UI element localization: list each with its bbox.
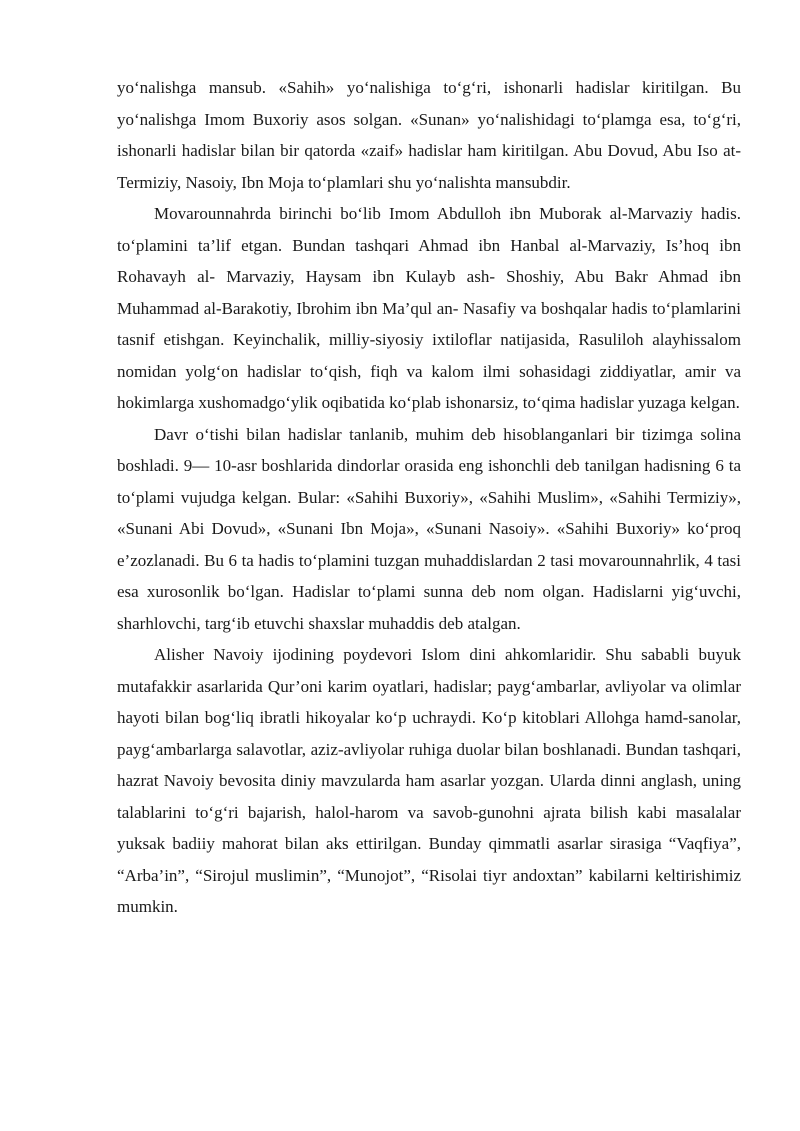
paragraph-4: Alisher Navoiy ijodining poydevori Islom dini ahkomlaridir. Shu sababli buyuk mutafakkir asarlarida Qur’oni karim oyatlari, hadislar; payg‘ambarlar, avliyolar va olimlar hayoti bilan bog‘liq ibratli hikoyalar ko‘p uchraydi. Ko‘p kitoblari Allohga hamd-sanolar, payg‘ambarlarga salavotlar, aziz-avliyolar ruhiga duolar bilan boshlanadi. Bundan tashqari, hazrat Navoiy bevosita diniy mavzularda ham asarlar yozgan. Ularda dinni anglash, uning talablarini to‘g‘ri bajarish, halol-harom va savob-gunohni ajrata bilish kabi masalalar yuksak badiiy mahorat bilan aks ettirilgan. Bunday qimmatli asarlar sirasiga “Vaqfiya”, “Arba’in”, “Sirojul muslimin”, “Munojot”, “Risolai tiyr andoxtan” kabilarni keltirishimiz mumkin. — [117, 645, 741, 916]
paragraph-3: Davr o‘tishi bilan hadislar tanlanib, muhim deb hisoblanganlari bir tizimga solina boshladi. 9— 10-asr boshlarida dindorlar orasida eng ishonchli deb tanilgan hadisning 6 ta to‘plami vujudga kelgan. Bular: «Sahihi Buxoriy», «Sahihi Muslim», «Sahihi Termiziy», «Sunani Abi Dovud», «Sunani Ibn Moja», «Sunani Nasoiy». «Sahihi Buxoriy» ko‘proq e’zozlanadi. Bu 6 ta hadis to‘plamini tuzgan muhaddislardan 2 tasi movarounnahrlik, 4 tasi esa xurosonlik bo‘lgan. Hadislar to‘plami sunna deb nom olgan. Hadislarni yig‘uvchi, sharhlovchi, targ‘ib etuvchi shaxslar muhaddis deb atalgan. — [117, 424, 741, 633]
document-page — [117, 72, 741, 923]
paragraph-1: yo‘nalishga mansub. «Sahih» yo‘nalishiga to‘g‘ri, ishonarli hadislar kiritilgan. Bu yo‘nalishga Imom Buxoriy asos solgan. «Sunan» yo‘nalishidagi to‘plamga esa, to‘g‘ri, ishonarli hadislar bilan bir qatorda «zaif» hadislar ham kiritilgan. Abu Dovud, Abu Iso at-Termiziy, Nasoiy, Ibn Moja to‘plamlari shu yo‘nalishta mansubdir. — [117, 78, 741, 192]
paragraph-2: Movarounnahrda birinchi bo‘lib Imom Abdulloh ibn Muborak al-Marvaziy hadis. to‘plamini ta’lif etgan. Bundan tashqari Ahmad ibn Hanbal al-Marvaziy, Is’hoq ibn Rohavayh al- Marvaziy, Haysam ibn Kulayb ash- Shoshiy, Abu Bakr Ahmad ibn Muhammad al-Barakotiy, Ibrohim ibn Ma’qul an- Nasafiy va boshqalar hadis to‘plamlarini tasnif etishgan. Keyinchalik, milliy-siyosiy ixtiloflar natijasida, Rasuliloh alayhissalom nomidan yolg‘on hadislar to‘qish, fiqh va kalom ilmi sohasidagi ziddiyatlar, amir va hokimlarga xushomadgo‘ylik oqibatida ko‘plab ishonarsiz, to‘qima hadislar yuzaga kelgan. — [117, 204, 741, 412]
